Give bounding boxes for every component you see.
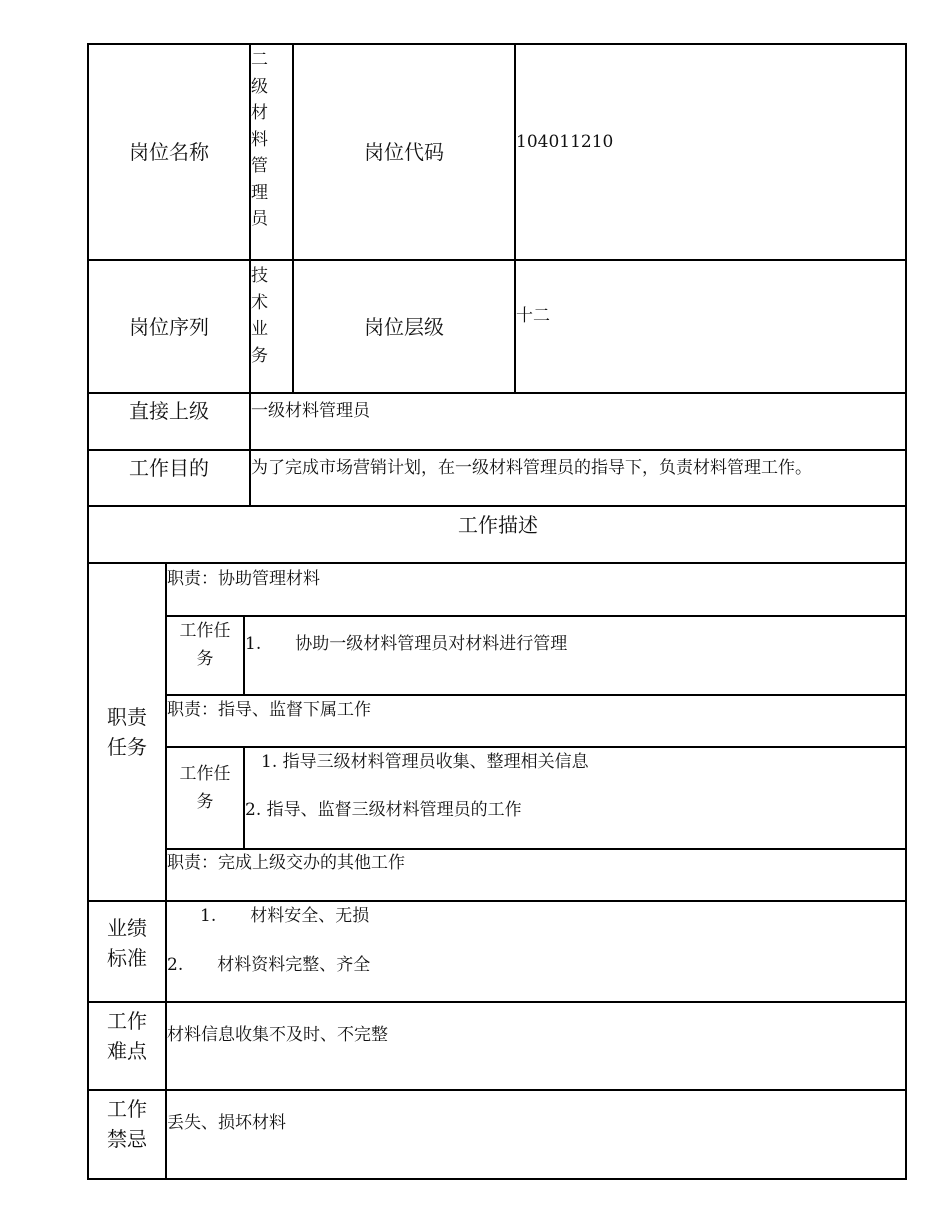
performance-label: 业绩标准: [107, 916, 147, 970]
task-item: 2. 指导、监督三级材料管理员的工作: [245, 800, 522, 820]
task-label: 工作任务: [179, 621, 231, 669]
position-series-label: 岗位序列: [129, 314, 209, 339]
duty-item: 职责：指导、监督下属工作: [167, 700, 371, 720]
performance-line: 2. 材料资料完整、齐全: [167, 955, 371, 975]
difficulty-value: 材料信息收集不及时、不完整: [167, 1025, 388, 1045]
performance-line: 1. 材料安全、无损: [200, 906, 370, 926]
superior-value: 一级材料管理员: [251, 401, 370, 421]
position-series-value: 技术业务: [251, 266, 268, 366]
purpose-label: 工作目的: [129, 456, 209, 480]
position-code-label: 岗位代码: [364, 140, 444, 164]
duties-label: 职责任务: [107, 705, 147, 759]
task-item: 1. 协助一级材料管理员对材料进行管理: [245, 634, 568, 654]
difficulty-label: 工作难点: [107, 1009, 147, 1063]
position-code-value: 104011210: [516, 132, 614, 152]
task-item: 1. 指导三级材料管理员收集、整理相关信息: [261, 752, 589, 772]
task-label: 工作任务: [179, 764, 231, 812]
position-level-label: 岗位层级: [364, 314, 444, 339]
taboo-label: 工作禁忌: [107, 1097, 147, 1151]
duty-item: 职责：协助管理材料: [167, 569, 320, 589]
position-name-value: 二级材料管理员: [251, 50, 268, 229]
taboo-value: 丢失、损坏材料: [167, 1113, 286, 1133]
position-level-value: 十二: [516, 306, 550, 326]
superior-label: 直接上级: [129, 399, 209, 423]
description-title: 工作描述: [458, 513, 538, 537]
purpose-value: 为了完成市场营销计划，在一级材料管理员的指导下，负责材料管理工作。: [251, 458, 812, 478]
duty-item: 职责：完成上级交办的其他工作: [167, 853, 405, 873]
position-name-label: 岗位名称: [129, 140, 209, 164]
